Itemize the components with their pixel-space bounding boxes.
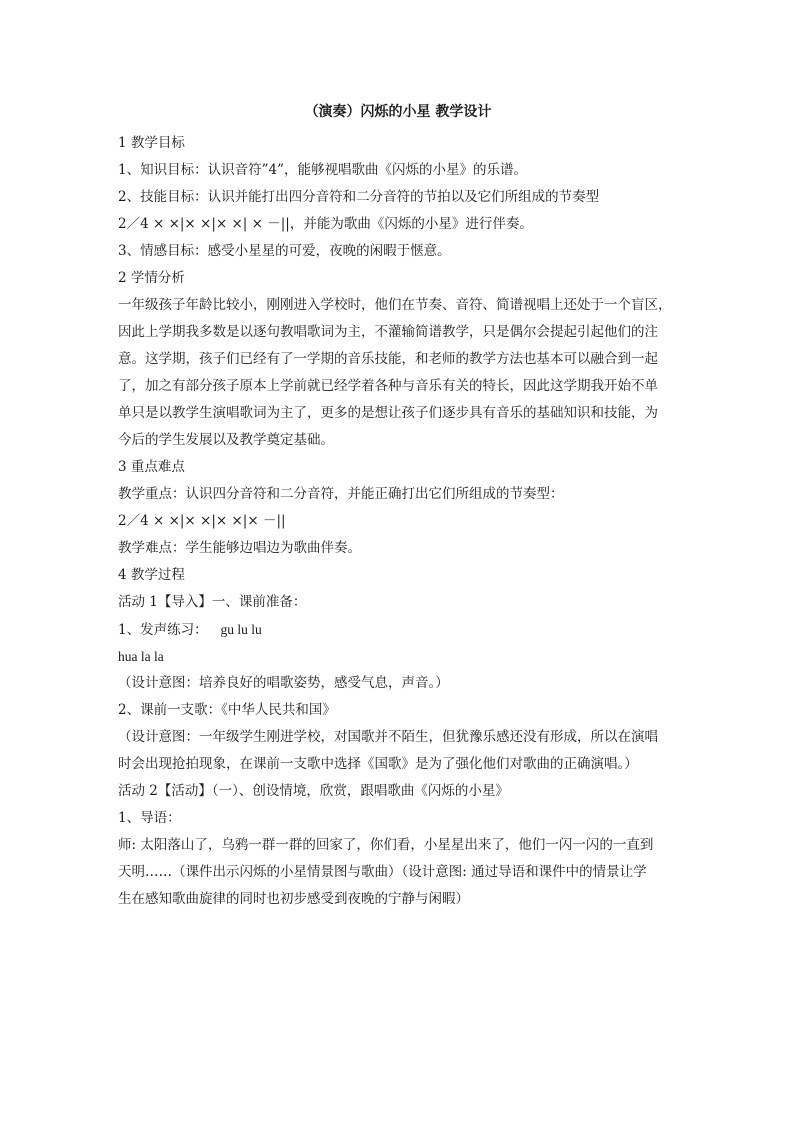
activity-2-heading: 活动 2【活动】（一）、创设情境，欣赏，跟唱歌曲《闪烁的小星》 xyxy=(118,783,509,799)
activity-1-heading: 活动 1【导入】一、课前准备： xyxy=(118,594,307,610)
section-heading-key-points: 3 重点难点 xyxy=(118,459,185,475)
objective-skill: 2、技能目标：认识并能打出四分音符和二分音符的节拍以及它们所组成的节奏型 xyxy=(118,189,600,205)
vocal-practice xyxy=(118,616,678,643)
pre-class-song: 2、课前一支歌：《中华人民共和国》 xyxy=(118,702,336,718)
section-heading-objectives: 1 教学目标 xyxy=(118,135,185,151)
introduction-label: 1、导语： xyxy=(118,810,181,826)
section-heading-process: 4 教学过程 xyxy=(118,567,185,583)
objective-knowledge: 1、知识目标：认识音符”4”，能够视唱歌曲《闪烁的小星》的乐谱。 xyxy=(118,162,527,178)
paragraph-line: 天明……（课件出示闪烁的小星情景图与歌曲）（设计意图: 通过导语和课件中的情景让学 xyxy=(118,864,647,880)
paragraph-line: 意。这学期，孩子们已经有了一学期的音乐技能，和老师的教学方法也基本可以融合到一起 xyxy=(118,351,658,367)
objective-emotion: 3、情感目标：感受小星星的可爱，夜晚的闲暇于惬意。 xyxy=(118,243,451,259)
paragraph-line: 了，加之有部分孩子原本上学前就已经学着各种与音乐有关的特长，因此这学期我开始不单 xyxy=(118,378,658,394)
paragraph-line: 单只是以教学生演唱歌词为主了，更多的是想让孩子们逐步具有音乐的基础知识和技能，为 xyxy=(118,405,658,421)
paragraph-line: 因此上学期我多数是以逐句教唱歌词为主，不灌输简谱教学，只是偶尔会提起引起他们的注 xyxy=(118,324,658,340)
rhythm-pattern-2: 2／4 × ×|× ×|× ×|× －|| xyxy=(118,513,286,529)
paragraph-line: 生在感知歌曲旋律的同时也初步感受到夜晚的宁静与闲暇） xyxy=(118,891,469,907)
vocal-practice-intent: （设计意图：培养良好的唱歌姿势，感受气息，声音。） xyxy=(118,675,449,691)
rhythm-pattern-1: 2／4 × ×|× ×|× ×| × －||，并能为歌曲《闪烁的小星》进行伴奏。 xyxy=(118,216,533,232)
paragraph-line: 师: 太阳落山了，乌鸦一群一群的回家了，你们看，小星星出来了，他们一闪一闪的一直到 xyxy=(118,837,654,853)
vocal-practice-text-2: hua la la xyxy=(118,649,164,664)
paragraph-line: 今后的学生发展以及教学奠定基础。 xyxy=(118,432,334,448)
paragraph-line: 时会出现抢拍现象，在课前一支歌中选择《国歌》是为了强化他们对歌曲的正确演唱。） xyxy=(118,756,638,772)
vocal-practice-text: gu lu lu xyxy=(220,622,262,637)
pre-class-song-intent xyxy=(118,724,678,778)
document-page xyxy=(118,98,678,913)
document-title: （演奏）闪烁的小星 教学设计 xyxy=(304,104,492,120)
introduction-paragraph xyxy=(118,832,678,913)
key-point: 教学重点：认识四分音符和二分音符，并能正确打出它们所组成的节奏型： xyxy=(118,486,564,502)
analysis-paragraph xyxy=(118,292,678,454)
paragraph-line: 一年级孩子年龄比较小，刚刚进入学校时，他们在节奏、音符、简谱视唱上还处于一个盲区， xyxy=(118,297,672,313)
paragraph-line: （设计意图：一年级学生刚进学校，对国歌并不陌生，但犹豫乐感还没有形成，所以在演唱 xyxy=(118,729,658,745)
vocal-practice-label: 1、发声练习： xyxy=(118,622,208,638)
difficulty-point: 教学难点：学生能够边唱边为歌曲伴奏。 xyxy=(118,540,361,556)
section-heading-analysis: 2 学情分析 xyxy=(118,270,185,286)
